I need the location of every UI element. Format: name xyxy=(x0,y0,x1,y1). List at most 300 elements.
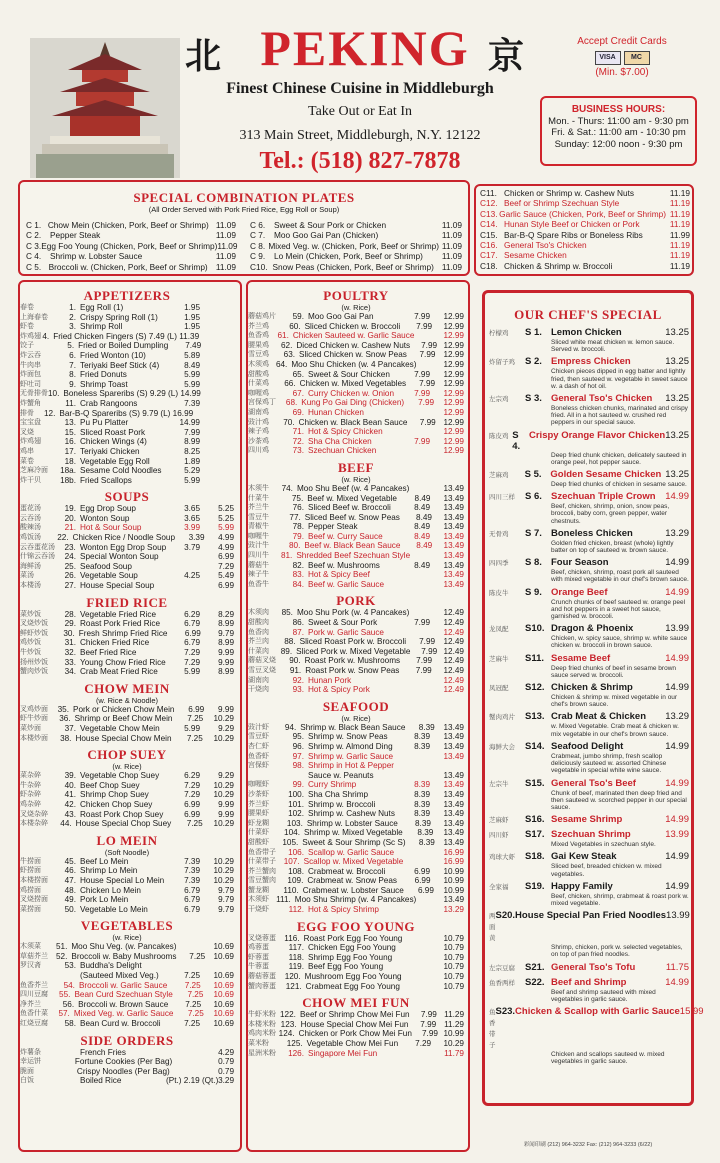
chef-item-description: Chicken & shrimp w. mixed vegetable in our chef's brown sauce. xyxy=(551,694,678,709)
menu-item xyxy=(248,350,464,360)
combo-price: 11.09 xyxy=(215,251,236,262)
item-number: 36. xyxy=(59,714,71,724)
chef-item-row xyxy=(489,1005,704,1051)
item-name: Teriyaki Beef Stick (4) xyxy=(80,360,160,370)
item-number: 125. xyxy=(286,1039,303,1048)
item-number: 80. xyxy=(288,541,301,551)
item-name: Crispy Noodles (Per Bag) xyxy=(76,1066,170,1076)
item-name: Egg Drop Soup xyxy=(80,504,136,514)
chef-item-number: S 6. xyxy=(525,491,542,503)
menu-item xyxy=(248,331,464,341)
chef-item-description: Sliced beef, breaded chicken w. mixed vegetables. xyxy=(551,863,662,878)
item-price-pt: 6.99 xyxy=(414,876,431,886)
item-price-qt: 9.99 xyxy=(218,648,234,657)
menu-item xyxy=(20,409,234,419)
item-chinese-name: 本楼汤 xyxy=(20,582,41,590)
item-chinese-name: 菜炒饭 xyxy=(20,610,41,618)
item-price-pt xyxy=(166,552,200,562)
item-price-pt xyxy=(396,408,430,418)
chef-special-item xyxy=(489,881,689,907)
menu-item xyxy=(20,341,234,351)
item-chinese-name: 木须肉 xyxy=(248,609,269,617)
item-price-pt: 8.99 xyxy=(184,437,200,447)
item-price-qt: 12.49 xyxy=(443,656,464,666)
combo-name: Chicken or Shrimp w. Cashew Nuts xyxy=(504,188,635,198)
item-price-pt: 7.99 xyxy=(415,666,432,675)
chef-special-item xyxy=(489,829,689,848)
item-price-pt: 8.49 xyxy=(414,493,431,503)
item-number: 123. xyxy=(280,1019,297,1029)
chef-item-name: Happy Family xyxy=(551,880,613,892)
item-chinese-name: 鸡饭汤 xyxy=(20,534,41,542)
item-price-qt: 10.69 xyxy=(213,999,234,1009)
item-price-qt: 12.99 xyxy=(443,331,464,341)
menu-column-middle xyxy=(248,284,464,1058)
item-number: 65. xyxy=(292,369,304,379)
item-name: Bean Curd w. Broccoli xyxy=(80,1019,161,1029)
menu-item xyxy=(248,647,464,657)
item-price-pt xyxy=(193,409,213,419)
item-price-pt: 7.99 xyxy=(421,646,438,656)
chef-item-name: Chicken & Scallop with Garlic Sauce xyxy=(515,1005,680,1017)
item-price-qt: 10.79 xyxy=(443,952,464,962)
item-number: 54. xyxy=(63,980,75,990)
item-price-qt: 13.49 xyxy=(443,732,464,742)
item-chinese-name: 蟹肉炒饭 xyxy=(20,668,48,676)
item-name: Beef Lo Mein xyxy=(80,856,129,866)
menu-item xyxy=(20,332,234,342)
item-chinese-name: 雪豆鸡 xyxy=(248,351,269,359)
chef-item-price: 13.25 xyxy=(665,469,690,481)
item-number: 6. xyxy=(69,350,76,360)
chef-item-number: S23. xyxy=(495,1005,516,1017)
menu-item xyxy=(248,848,464,858)
combo-name: Moo Goo Gai Pan (Chicken) xyxy=(274,230,379,241)
item-number: 18a. xyxy=(60,466,76,476)
chef-item-number: S10. xyxy=(525,623,545,635)
item-price-qt: 0.79 xyxy=(218,1066,234,1076)
combo-number: C12. xyxy=(480,198,498,209)
chef-item-number: S 2. xyxy=(525,356,542,368)
chef-item-chinese: 左宗牛 xyxy=(489,780,509,788)
menu-item xyxy=(248,800,464,810)
item-number: 57. xyxy=(58,1009,70,1019)
item-number: 100. xyxy=(288,789,304,799)
chef-item-name: Sesame Beef xyxy=(551,652,611,664)
item-chinese-name: 沙茶鸡 xyxy=(248,437,269,445)
item-number: 49. xyxy=(64,895,76,905)
item-price-pt: 8.39 xyxy=(418,722,435,732)
item-chinese-name: 辣子鸡 xyxy=(248,428,269,436)
combo-number: C 5. xyxy=(26,261,42,272)
item-price-qt: 13.49 xyxy=(443,895,465,905)
item-number: 69. xyxy=(292,407,304,417)
chef-special-item xyxy=(489,910,689,958)
item-price-qt xyxy=(201,341,234,351)
item-price-pt: (Pt.) 2.19 (Qt.) xyxy=(166,1076,219,1086)
menu-item xyxy=(20,562,234,572)
item-price-pt: 7.99 xyxy=(416,656,433,666)
item-chinese-name: 四川牛 xyxy=(248,552,269,560)
item-price-pt: 6.29 xyxy=(184,609,200,619)
menu-item xyxy=(20,895,234,905)
item-price-qt: 13.49 xyxy=(443,751,464,761)
item-number: 10. xyxy=(48,389,60,399)
item-chinese-name: 炸薯条 xyxy=(20,1048,41,1056)
chef-special-item xyxy=(489,1005,704,1066)
item-chinese-name: 鲜虾炒饭 xyxy=(20,629,48,637)
item-number: 77. xyxy=(289,512,301,522)
item-chinese-name: 蛋花汤 xyxy=(20,505,41,513)
item-price-qt: 12.99 xyxy=(443,398,464,408)
menu-item xyxy=(20,658,234,668)
chef-item-chinese: 蟹肉鸡片 xyxy=(489,714,515,722)
item-chinese-name: 鱼香什菜 xyxy=(20,1010,48,1018)
item-number: 9. xyxy=(69,379,76,389)
item-price-qt: 13.49 xyxy=(443,741,464,751)
menu-item xyxy=(248,1039,464,1049)
item-chinese-name: 木须牛 xyxy=(248,484,269,492)
chef-item-name: Beef and Shrimp xyxy=(551,976,627,988)
menu-item xyxy=(20,552,234,562)
combo-item xyxy=(480,219,690,229)
item-name: Chicken w. Mixed Vegetables xyxy=(299,379,407,389)
chef-item-row xyxy=(489,814,689,826)
menu-item xyxy=(248,943,464,953)
chef-special-item xyxy=(489,587,689,621)
item-number: 84. xyxy=(292,579,304,589)
item-number: 12. xyxy=(44,408,56,418)
item-chinese-name: 湖南肉 xyxy=(248,676,269,684)
item-name: Beef or Shrimp Chow Mei Fun xyxy=(299,1010,410,1020)
item-price-qt: 0.79 xyxy=(218,1057,234,1067)
item-chinese-name: 鱼香牛 xyxy=(248,580,269,588)
item-price-pt: 5.99 xyxy=(184,475,200,485)
item-name: Chicken w. Black Bean Sauce xyxy=(298,417,408,427)
combo-price: 11.19 xyxy=(669,188,690,198)
menu-item xyxy=(20,819,234,829)
combo-price: 11.09 xyxy=(215,220,236,230)
item-chinese-name: 蟹龙糊 xyxy=(248,886,269,894)
chef-item-number: S11. xyxy=(525,652,545,664)
item-price-pt: 7.29 xyxy=(184,648,200,657)
item-number xyxy=(58,1067,73,1077)
chef-item-chinese: 陈皮鸡 xyxy=(489,432,509,440)
menu-item xyxy=(20,1000,234,1010)
vegetables-heading: VEGETABLES xyxy=(80,918,174,934)
item-price-pt: 8.49 xyxy=(414,560,430,570)
item-price-pt: 8.39 xyxy=(414,799,430,809)
item-price-pt: 8.39 xyxy=(414,809,430,819)
item-price-pt xyxy=(166,961,200,971)
chef-special-list xyxy=(489,327,704,1068)
menu-item xyxy=(20,1009,234,1019)
item-price-qt: 10.99 xyxy=(443,866,464,876)
item-name: Sweet & Sour Pork xyxy=(308,618,378,628)
chef-special-item xyxy=(489,977,689,1003)
item-number: 124. xyxy=(278,1029,295,1039)
item-chinese-name: 豉汁虾 xyxy=(248,723,269,731)
menu-item xyxy=(20,351,234,361)
item-price-qt: 11.29 xyxy=(444,1010,465,1020)
item-price-pt xyxy=(409,484,436,494)
item-name: Moo Shu Shrimp (w. 4 Pancakes) xyxy=(294,895,417,905)
item-chinese-name: 鸡杂碎 xyxy=(20,800,41,808)
chinese-char-north: 北 xyxy=(185,36,222,76)
item-number: 97. xyxy=(292,751,304,761)
combo-price: 11.19 xyxy=(669,198,690,209)
menu-item xyxy=(20,466,234,476)
chef-item-chinese: 炸留子鸡 xyxy=(489,359,515,367)
item-price-pt: 5.99 xyxy=(184,667,200,677)
chef-item-row xyxy=(489,356,689,368)
item-price-pt: 7.99 xyxy=(419,417,436,427)
item-chinese-name: 虾吐司 xyxy=(20,380,41,388)
item-chinese-name: 芥兰肉 xyxy=(248,638,269,646)
item-chinese-name: 叉鸡炒面 xyxy=(20,705,48,713)
chef-item-chinese: 芝麻鸡 xyxy=(489,472,509,480)
combo-price: 11.09 xyxy=(215,230,236,241)
item-chinese-name: 豉汁鸡 xyxy=(248,418,269,426)
chef-item-row xyxy=(489,491,689,503)
item-number: 82. xyxy=(292,560,304,570)
item-chinese-name: 白饭 xyxy=(20,1077,34,1085)
chef-item-price: 13.29 xyxy=(665,711,689,723)
chef-special-item xyxy=(489,653,689,679)
combo-name: Hunan Style Beef or Chicken or Pork xyxy=(504,219,640,230)
chef-item-row xyxy=(489,881,689,893)
chef-item-chinese: 柠檬鸡 xyxy=(489,330,509,337)
item-number: 20. xyxy=(64,513,76,523)
item-price-qt: 12.99 xyxy=(443,340,464,350)
credit-card-info xyxy=(562,36,682,84)
chef-item-name: General Tso's Tofu xyxy=(551,961,636,973)
item-number: 126. xyxy=(288,1048,304,1058)
item-chinese-name: 青椒牛 xyxy=(248,523,269,531)
item-price-qt: 10.69 xyxy=(213,1009,234,1019)
combo-list-2 xyxy=(250,220,462,272)
item-number: 101. xyxy=(288,799,304,809)
chef-item-price: 14.99 xyxy=(665,880,689,892)
menu-item xyxy=(20,971,234,981)
chef-item-row xyxy=(489,977,689,989)
item-price-pt xyxy=(400,982,432,992)
item-number: 22. xyxy=(57,533,69,543)
item-name: Mixed Veg. w. Garlic Sauce xyxy=(73,1009,174,1019)
item-name: Shrimp w. Lobster Sauce xyxy=(306,818,398,828)
combo-price: 11.09 xyxy=(441,261,462,272)
item-price-pt xyxy=(166,562,200,572)
combo-item xyxy=(480,188,690,198)
chef-item-description: Deep fried chunks of beef in sesame brown sauce served w. broccoli. xyxy=(551,664,677,679)
item-name: Vegetable Soup xyxy=(80,571,138,581)
item-number: 40. xyxy=(64,780,76,790)
chef-title: OUR CHEF'S SPECIAL xyxy=(514,307,662,322)
chef-item-number: S 3. xyxy=(525,393,542,405)
item-number: 27. xyxy=(64,581,76,591)
item-number: 3. xyxy=(69,322,76,332)
menu-item xyxy=(20,418,234,428)
menu-item xyxy=(248,656,464,666)
item-chinese-name: 什菜鸡 xyxy=(248,380,269,388)
chef-special-item xyxy=(489,814,689,826)
item-number xyxy=(56,1057,71,1067)
item-name: Hot & Sour Soup xyxy=(80,523,142,533)
menu-item xyxy=(20,790,234,800)
item-chinese-name: 蘑菇蓉蛋 xyxy=(248,973,276,981)
item-price-pt: 6.99 xyxy=(188,704,205,714)
item-chinese-name: 宫保虾 xyxy=(248,762,269,770)
menu-item xyxy=(248,522,464,532)
item-chinese-name: 湖南鸡 xyxy=(248,408,269,416)
menu-item xyxy=(248,742,464,752)
item-chinese-name: 蘑菇鸡片 xyxy=(248,313,276,320)
item-number: 45. xyxy=(64,856,76,866)
menu-item xyxy=(20,905,234,915)
item-name: Chicken Rice / Noodle Soup xyxy=(72,533,175,543)
item-price-qt: 16.99 xyxy=(443,857,464,867)
combo-price: 11.09 xyxy=(441,220,462,230)
combo-item xyxy=(26,241,236,251)
item-chinese-name: 菜汤 xyxy=(20,572,34,580)
restaurant-title: PEKING xyxy=(260,20,470,76)
combo-price: 11.99 xyxy=(669,229,690,240)
item-chinese-name: 菜杂碎 xyxy=(20,772,41,780)
item-price-pt: 7.99 xyxy=(421,340,438,350)
item-price-pt xyxy=(396,905,430,915)
item-name: Fresh Shrimp Fried Rice xyxy=(78,628,168,638)
item-chinese-name: 牛蓉蛋 xyxy=(248,963,269,971)
side-orders-heading: SIDE ORDERS xyxy=(80,1032,174,1048)
chef-item-name: General Tso's Beef xyxy=(551,777,636,789)
chef-item-description: Deep fried chunks of chicken in sesame sauce. xyxy=(551,481,687,489)
item-price-pt: 7.99 xyxy=(418,398,435,408)
menu-column-left xyxy=(20,284,234,1086)
item-name: Kung Po Gai Ding (Chicken) xyxy=(301,398,405,408)
menu-item xyxy=(20,303,234,313)
item-price-pt xyxy=(410,551,437,561)
chef-item-chinese: 鱼香两样 xyxy=(489,979,515,987)
chef-item-row xyxy=(489,711,689,723)
menu-item xyxy=(20,1067,234,1077)
combo-item xyxy=(26,262,236,272)
chef-item-price: 14.99 xyxy=(665,491,689,503)
item-number: 74. xyxy=(281,483,293,493)
combo-price: 11.09 xyxy=(441,240,462,251)
menu-item xyxy=(248,886,464,896)
item-price-pt xyxy=(177,942,206,952)
menu-item xyxy=(248,828,464,838)
chef-item-name: Szechuan Triple Crown xyxy=(551,491,656,503)
chef-item-name: Empress Chicken xyxy=(551,356,631,368)
chef-item-name: House Special Pan Fried Noodles xyxy=(515,910,667,922)
item-name: Shrimp w. Black Bean Sauce xyxy=(300,722,406,732)
item-name: Shrimp or Beef Chow Mein xyxy=(74,714,173,724)
item-price-qt: 13.29 xyxy=(443,905,464,915)
combo-name: Broccoli w. (Chicken, Pork, Beef or Shrimp) xyxy=(48,261,208,272)
chef-item-name: Chicken & Shrimp xyxy=(551,682,633,694)
menu-item xyxy=(248,809,464,819)
pork-heading: PORK xyxy=(336,593,376,609)
item-price-pt: 7.25 xyxy=(185,999,202,1009)
item-number: 31. xyxy=(64,638,76,648)
item-price-pt: 7.99 xyxy=(416,321,433,331)
menu-item xyxy=(248,962,464,972)
item-number: 75. xyxy=(291,493,304,503)
combo-title: SPECIAL COMBINATION PLATES xyxy=(133,190,355,205)
combo-list-1 xyxy=(26,220,236,272)
item-price-qt xyxy=(200,303,234,313)
item-number: 15. xyxy=(64,427,76,437)
menu-item xyxy=(248,953,464,963)
item-name: Pepper Steak xyxy=(308,522,358,532)
item-name: Moo Shu Veg. (w. Pancakes) xyxy=(71,942,177,952)
menu-item xyxy=(20,533,234,543)
item-chinese-name: 宝宝盘 xyxy=(20,419,41,427)
chef-item-description: Chunk of beef, marinated then deep fried and then sauteed w. scorched pepper in our special sauce. xyxy=(551,789,687,811)
item-name: Sliced Beef w. Snow Peas xyxy=(304,512,400,522)
item-price-pt: 8.39 xyxy=(415,818,431,828)
item-price-pt: 8.49 xyxy=(414,531,430,541)
item-name: Hot & Spicy Beef xyxy=(308,570,370,580)
item-number: 26. xyxy=(64,571,76,581)
item-price-pt: 5.99 xyxy=(184,379,200,389)
combo-price: 11.09 xyxy=(217,240,238,251)
item-number: 111. xyxy=(276,895,291,905)
item-number: 18b. xyxy=(60,475,76,485)
item-chinese-name: 木须菜 xyxy=(20,943,41,951)
item-name: Shrimp Lo Mein xyxy=(80,866,138,876)
chef-item-number: S12. xyxy=(525,682,545,694)
item-price-pt: 8.39 xyxy=(414,732,430,742)
combination-plates-box-2 xyxy=(474,184,694,276)
chef-item-number: S18. xyxy=(525,851,545,863)
item-price-pt: 5.99 xyxy=(184,370,200,380)
combo-name: Lo Mein (Chicken, Pork, Beef or Shrimp) xyxy=(274,251,423,262)
item-chinese-name: 净芥兰 xyxy=(20,1000,41,1008)
item-price-qt: 9.79 xyxy=(218,904,234,914)
item-price-pt xyxy=(402,934,433,944)
item-chinese-name: 本楼炒面 xyxy=(20,734,48,742)
item-chinese-name: 芥兰虾 xyxy=(248,800,269,808)
item-name: Wonton Egg Drop Soup xyxy=(79,542,167,552)
item-name: Moo Shu Pork (w. 4 Pancakes) xyxy=(296,608,410,618)
menu-item xyxy=(20,581,234,591)
item-number: 72. xyxy=(292,436,304,446)
item-price-pt: 1.95 xyxy=(184,322,200,332)
item-price-qt xyxy=(200,428,234,438)
item-chinese-name: 四川豆腐 xyxy=(20,991,48,999)
item-chinese-name: 鱼香带子 xyxy=(248,848,276,856)
item-name: Crab Rangoons xyxy=(80,398,138,408)
chef-item-row xyxy=(489,587,689,599)
item-price-pt: 7.25 xyxy=(189,951,206,961)
item-name: Shrimp Toast xyxy=(80,379,128,389)
chef-special-item xyxy=(489,851,689,877)
item-number: 88. xyxy=(284,637,296,647)
item-price-pt xyxy=(396,580,430,590)
item-price-pt: 7.39 xyxy=(184,856,200,866)
item-number: 23. xyxy=(64,542,76,552)
item-chinese-name: 菜炒面 xyxy=(20,724,41,732)
item-chinese-name: 上海春卷 xyxy=(20,313,48,321)
item-price-qt: 8.99 xyxy=(218,667,234,677)
item-price-qt: 9.79 xyxy=(218,628,234,638)
menu-item xyxy=(20,724,234,734)
chef-item-price: 14.99 xyxy=(665,652,689,664)
chef-item-description: w. Mixed Vegetable. Crab meat & chicken w. mix vegetable in our chef's brown sauce. xyxy=(551,723,679,738)
menu-item xyxy=(20,619,234,629)
